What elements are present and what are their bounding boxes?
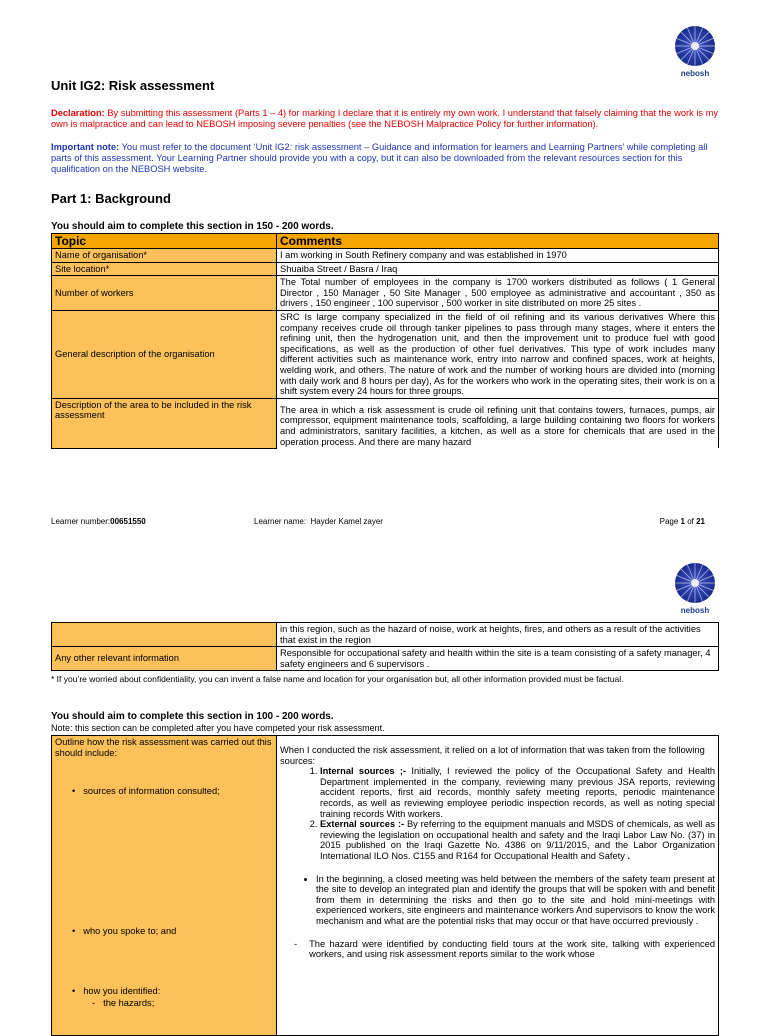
row-comment: The area in which a risk assessment is crude oil refining unit that contains towers, furnaces, pumps, air compressor, equipment maintenance tools, scaffolding, a large building containing two floors for workers and administrators, sanitary facilities, a kitchen, as well as a store for chemicals that are used in the operation process. And there are many hazard <box>277 398 719 448</box>
important-note-text: You must refer to the document ‘Unit IG2: risk assessment – Guidance and information for learners and Learning Partners’ while completing all parts of this assessment. Your Learning Partner should provide you with a copy, but it can also be downloaded from the relevant resources section for this qualification on the NEBOSH website. <box>51 142 708 174</box>
sources-list <box>280 766 715 861</box>
prompt-who-text: who you spoke to; and <box>83 926 177 936</box>
meeting-item: • In the beginning, a closed meeting was held between the members of the safety team present at the site to develop an integrated plan and identify the groups that will be spoken with and benefit from them in determining the risks and then go to the site and hold mini-meetings with experienced workers, site engineers and maintenance workers And supervisors to know the work mechanism and what are the potential risks that may occur or that have occurred previously . <box>316 874 715 927</box>
table-row <box>52 736 719 1036</box>
prompt-how: • how you identified: <box>72 986 161 996</box>
logo-text: nebosh <box>680 606 710 615</box>
important-note-label: Important note: <box>51 142 120 152</box>
prompt-who: • who you spoke to; and <box>72 926 177 936</box>
learner-number: 00651550 <box>110 517 146 526</box>
internal-sources-text: Initially, I reviewed the policy of the Occupational Safety and Health Department implemented in the company, reviewing many previous JSA reports, reviewing accident reports, first aid records, monthly safety meeting reports, periodic maintenance records, as well as reviewing employee periodic inspection records, as well as noting special training records With workers. <box>320 766 715 819</box>
prompt-sources: • sources of information consulted; <box>72 786 220 796</box>
section2-note: Note: this section can be completed after you have competed your risk assessment. <box>51 723 385 733</box>
table-row <box>52 249 719 263</box>
row-comment: Responsible for occupational safety and health within the site is a team consisting of a safety manager, 4 safety engineers and 6 supervisors . <box>277 647 719 671</box>
external-sources-label: External sources :- <box>320 819 405 830</box>
footer-learner-name <box>254 517 383 526</box>
nebosh-globe-icon <box>674 25 716 67</box>
table-row <box>52 276 719 311</box>
hazards-text: The hazard were identified by conducting field tours at the work site, talking with experienced workers, and using risk assessment reports similar to the work whose <box>309 938 715 960</box>
section1-aim: You should aim to complete this section in 150 - 200 words. <box>51 221 334 232</box>
prompt-hazards-text: the hazards; <box>103 998 155 1008</box>
row-topic: Any other relevant information <box>52 647 277 671</box>
table-row <box>52 623 719 647</box>
prompt-sources-text: sources of information consulted; <box>83 786 220 796</box>
row-topic: Site location* <box>52 262 277 276</box>
row-comment: in this region, such as the hazard of noise, work at heights, fires, and others as a result of the activities that exist in the region <box>277 623 719 647</box>
row-topic: Number of workers <box>52 276 277 311</box>
declaration-label: Declaration: <box>51 108 105 118</box>
row-comment: Shuaiba Street / Basra / Iraq <box>277 262 719 276</box>
declaration <box>51 108 721 130</box>
nebosh-logo <box>665 25 725 78</box>
important-note <box>51 142 721 175</box>
nebosh-globe-icon <box>674 562 716 604</box>
table-header-row <box>52 234 719 249</box>
hazards-item: - The hazard were identified by conducting field tours at the work site, talking with experienced workers, and using risk assessment reports similar to the work whose <box>294 938 715 960</box>
internal-sources <box>320 766 715 819</box>
methodology-answer <box>277 736 719 1036</box>
row-comment: The Total number of employees in the company is 1700 workers distributed as follows ( 1 General Director , 150 Manager , 50 Site Manager , 500 employee as administrative and accountant , 350 as drivers , 150 engineer , 100 supervisor , 500 worker in site distributed on more 25 sites . <box>277 276 719 311</box>
external-sources-text: By referring to the equipment manuals and MSDS of chemicals, as well as reviewing the legislation on occupational health and safety and the Iraqi Labor Law No. (37) in 2015 published on the Iraqi Gazette No. 4386 on 9/11/2015, and the Labor Organization International ILO Nos. C155 and R164 for Occupational Health and Safety <box>320 819 715 861</box>
learner-name: Hayder Kamel zayer <box>310 517 383 526</box>
prompt-intro: Outline how the risk assessment was carried out this should include: <box>55 737 272 758</box>
row-topic: Description of the area to be included in the risk assessment <box>52 398 277 448</box>
external-sources-end: . <box>624 850 631 861</box>
background-table <box>51 233 719 449</box>
footer-learner-number <box>51 517 146 526</box>
row-topic <box>52 623 277 647</box>
page-total: 21 <box>696 517 705 526</box>
page-label: Page <box>659 517 681 526</box>
table-row <box>52 310 719 398</box>
table-row <box>52 398 719 448</box>
topic-header: Topic <box>52 234 277 249</box>
prompt-hazards: - the hazards; <box>92 998 155 1008</box>
row-comment: SRC Is large company specialized in the field of oil refining and its various derivatives Where this company receives crude oil through tanker pipelines to pass through many stages, where it enters the refining unit, then the hydrogenation unit, and then the improvement unit to produce fuel with good specifications, as well as the production of other fuel derivatives. This type of work includes many different activities such as maintenance work, entry into narrow and confined spaces, work at heights, welding work, and others. The nature of work and the number of working hours are divided into (morning with daily work and 8 hours per day), As for the workers who work in the operating sites, their work is on a shift system every 24 hours for three groups. <box>277 310 719 398</box>
external-sources <box>320 819 715 861</box>
logo-text: nebosh <box>680 69 710 78</box>
methodology-table <box>51 735 719 1036</box>
background-table-continued <box>51 622 719 671</box>
page-of: of <box>684 517 697 526</box>
methodology-prompts <box>52 736 277 1036</box>
row-topic: General description of the organisation <box>52 310 277 398</box>
row-comment: I am working in South Refinery company and was established in 1970 <box>277 249 719 263</box>
part1-title: Part 1: Background <box>51 191 171 206</box>
declaration-text: By submitting this assessment (Parts 1 – 4) for marking I declare that it is entirely my own work. I understand that falsely claiming that the work is my own is malpractice and can lead to NEBOSH imposing severe penalties (see the NEBOSH Malpractice Policy for further information). <box>51 108 719 129</box>
answer-intro: When I conducted the risk assessment, it relied on a lot of information that was taken from the following sources: <box>280 745 705 766</box>
footer-page-number <box>660 517 705 526</box>
internal-sources-label: Internal sources ;- <box>320 766 407 777</box>
page-num: 1 <box>680 517 685 526</box>
table-row <box>52 262 719 276</box>
row-topic: Name of organisation* <box>52 249 277 263</box>
table-row <box>52 647 719 671</box>
prompt-how-text: how you identified: <box>83 986 161 996</box>
learner-number-label: Learner number: <box>51 517 111 526</box>
section2-aim: You should aim to complete this section in 100 - 200 words. <box>51 711 334 722</box>
comments-header: Comments <box>277 234 719 249</box>
learner-name-label: Learner name: <box>254 517 311 526</box>
confidentiality-note: * If you’re worried about confidentiality, you can invent a false name and location for your organisation but, all other information provided must be factual. <box>51 674 624 684</box>
unit-title: Unit IG2: Risk assessment <box>51 78 215 93</box>
nebosh-logo-page2 <box>665 562 725 615</box>
meeting-list <box>280 874 715 927</box>
